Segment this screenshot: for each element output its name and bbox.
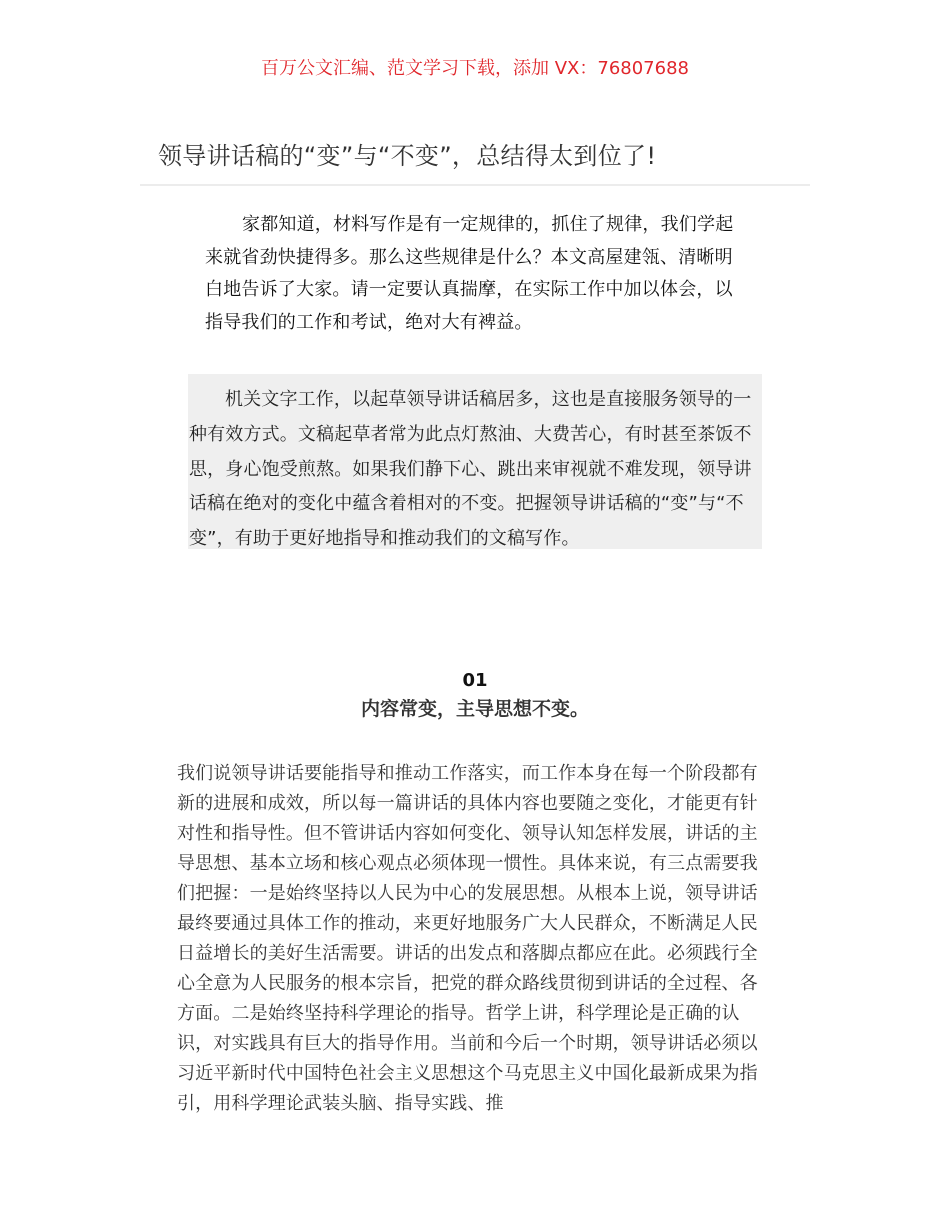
watermark-banner: 百万公文汇编、范文学习下载，添加 VX：76807688 — [261, 58, 689, 79]
quote-block-text: 机关文字工作，以起草领导讲话稿居多，这也是直接服务领导的一种有效方式。文稿起草者常为此点灯熬油、大费苦心，有时甚至茶饭不思，身心饱受煎熬。如果我们静下心、跳出来审视就不难发现，领导讲话稿在绝对的变化中蕴含着相对的不变。把握领导讲话稿的“变”与“不变”，有助于更好地指导和推动我们的文稿写作。 — [189, 389, 752, 550]
section-number: 01 — [462, 670, 488, 691]
section-heading: 内容常变，主导思想不变。 — [360, 698, 589, 720]
title-divider — [140, 184, 810, 186]
intro-paragraph: 家都知道，材料写作是有一定规律的，抓住了规律，我们学起来就省劲快捷得多。那么这些规律是什么？本文高屋建瓴、清晰明白地告诉了大家。请一定要认真揣摩，在实际工作中加以体会，以指导我们的工作和考试，绝对大有裨益。 — [205, 214, 734, 333]
article-title: 领导讲话稿的“变”与“不变”，总结得太到位了! — [158, 142, 657, 170]
section-body-paragraph: 我们说领导讲话要能指导和推动工作落实，而工作本身在每一个阶段都有新的进展和成效，所以每一篇讲话的具体内容也要随之变化，才能更有针对性和指导性。但不管讲话内容如何变化、领导认知怎样发展，讲话的主导思想、基本立场和核心观点必须体现一惯性。具体来说，有三点需要我们把握：一是始终坚持以人民为中心的发展思想。从根本上说，领导讲话最终要通过具体工作的推动，来更好地服务广大人民群众，不断满足人民日益增长的美好生活需要。讲话的出发点和落脚点都应在此。必须践行全心全意为人民服务的根本宗旨，把党的群众路线贯彻到讲话的全过程、各方面。二是始终坚持科学理论的指导。哲学上讲，科学理论是正确的认识，对实践具有巨大的指导作用。当前和今后一个时期，领导讲话必须以习近平新时代中国特色社会主义思想这个马克思主义中国化最新成果为指引，用科学理论武装头脑、指导实践、推 — [177, 763, 758, 1114]
